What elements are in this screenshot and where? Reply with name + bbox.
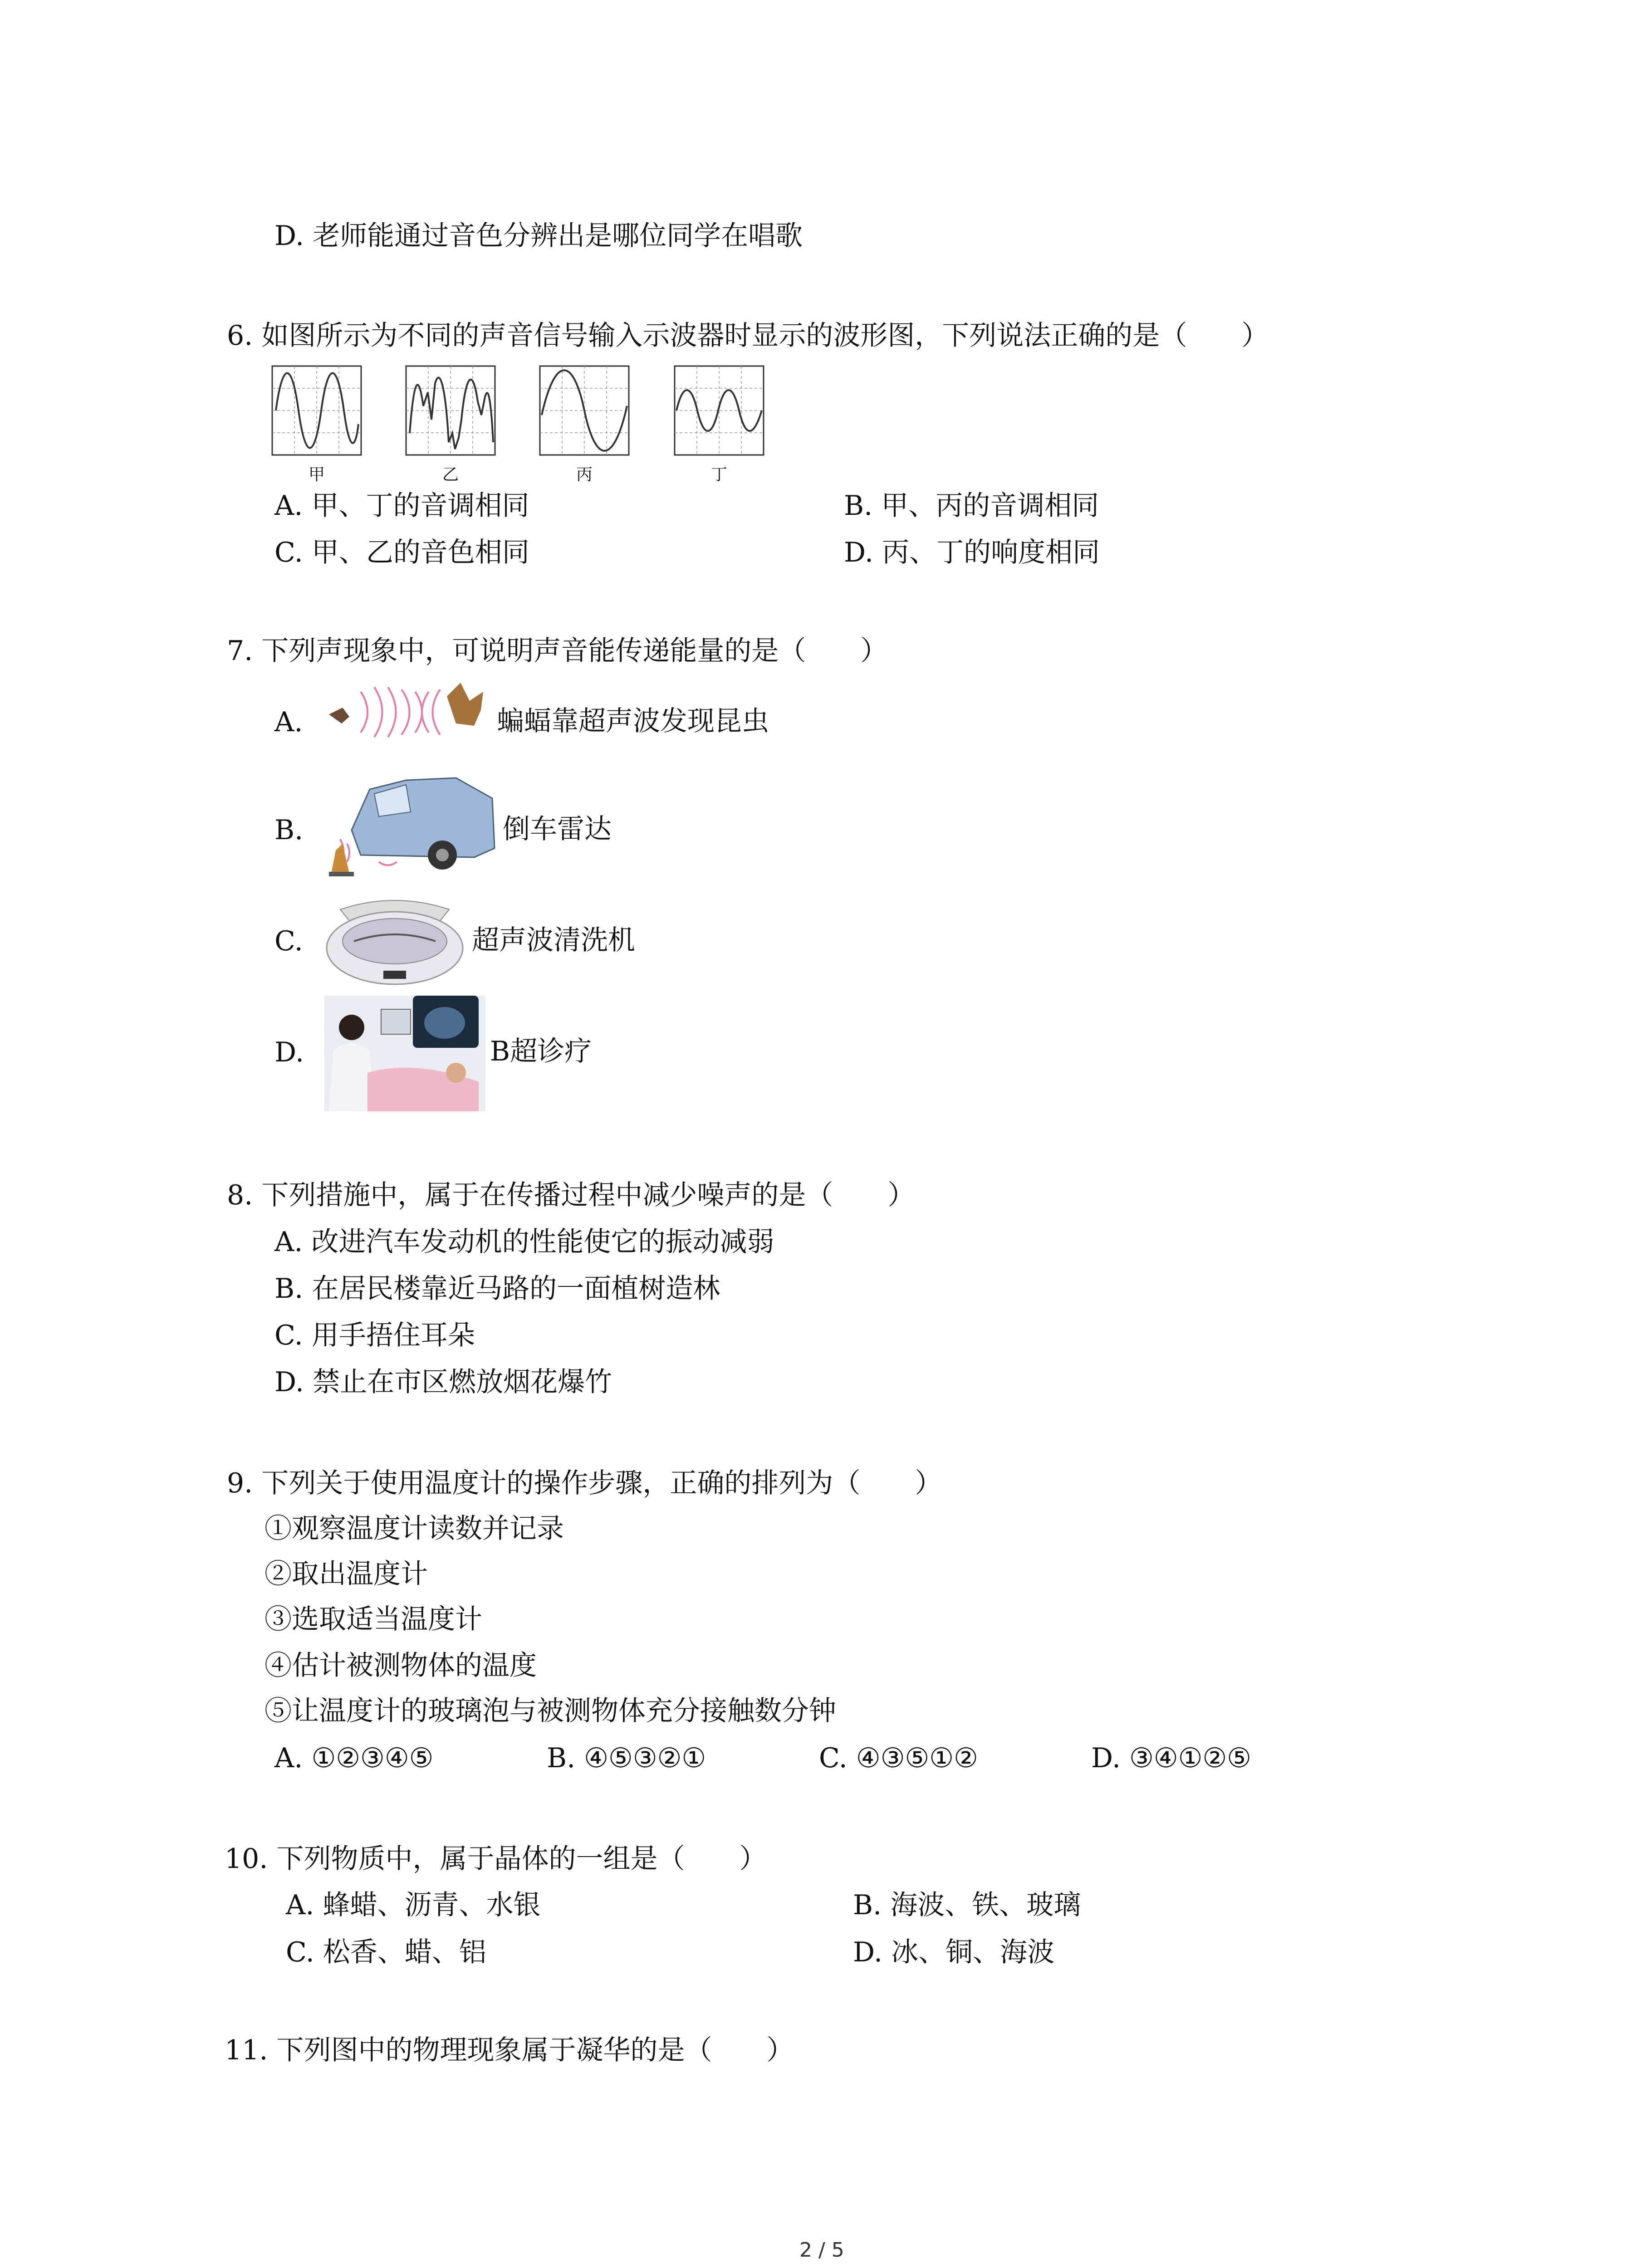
q9-stem: 9. 下列关于使用温度计的操作步骤，正确的排列为（ ） — [227, 1467, 942, 1499]
waveform-yi — [405, 365, 496, 456]
waveform-label-ding: 丁 — [710, 465, 727, 484]
q8-stem: 8. 下列措施中，属于在传播过程中减少噪声的是（ ） — [227, 1179, 915, 1211]
q7-option-c-letter: C. — [274, 925, 303, 957]
q9-option-a: A. ①②③④⑤ — [274, 1742, 434, 1774]
q6-stem: 6. 如图所示为不同的声音信号输入示波器时显示的波形图，下列说法正确的是（ ） — [227, 320, 1269, 352]
q7-option-b-letter: B. — [274, 814, 304, 846]
q11-stem: 11. 下列图中的物理现象属于凝华的是（ ） — [225, 2034, 794, 2066]
q8-option-d: D. 禁止在市区燃放烟花爆竹 — [274, 1366, 612, 1398]
q8-option-b: B. 在居民楼靠近马路的一面植树造林 — [274, 1273, 720, 1305]
q10-stem: 10. 下列物质中，属于晶体的一组是（ ） — [225, 1843, 767, 1875]
waveform-ding — [674, 365, 764, 456]
car-reversing-radar-image — [324, 771, 497, 880]
q6-option-b: B. 甲、丙的音调相同 — [844, 490, 1099, 522]
waveform-jia — [271, 365, 362, 456]
q9-option-d: D. ③④①②⑤ — [1091, 1742, 1252, 1774]
waveform-label-jia: 甲 — [308, 465, 325, 484]
q8-option-c: C. 用手捂住耳朵 — [274, 1320, 475, 1351]
q7-option-b-text: 倒车雷达 — [503, 813, 612, 845]
page-number: 2 / 5 — [799, 2239, 844, 2262]
q6-option-a: A. 甲、丁的音调相同 — [274, 490, 529, 522]
q6-option-d: D. 丙、丁的响度相同 — [844, 537, 1100, 568]
ultrasonic-cleaner-image — [322, 896, 467, 987]
q6-option-c: C. 甲、乙的音色相同 — [274, 537, 529, 568]
q10-option-c: C. 松香、蜡、铝 — [286, 1936, 486, 1968]
waveform-label-yi: 乙 — [442, 465, 459, 484]
q7-option-d-text: B超诊疗 — [490, 1036, 592, 1067]
q7-option-a-text: 蝙蝠靠超声波发现昆虫 — [497, 705, 769, 737]
q9-step-3: ③选取适当温度计 — [265, 1603, 482, 1635]
q7-option-a-letter: A. — [274, 706, 303, 738]
waveform-label-bing: 丙 — [576, 465, 593, 484]
q10-option-d: D. 冰、铜、海波 — [853, 1936, 1055, 1968]
q9-option-c: C. ④③⑤①② — [819, 1742, 978, 1774]
q8-option-a: A. 改进汽车发动机的性能使它的振动减弱 — [274, 1226, 774, 1258]
q7-option-d-letter: D. — [274, 1036, 304, 1068]
bat-insect-image — [324, 683, 492, 742]
q10-option-a: A. 蜂蜡、沥青、水银 — [286, 1889, 541, 1921]
q5-option-d: D. 老师能通过音色分辨出是哪位同学在唱歌 — [274, 220, 803, 252]
q7-option-c-text: 超声波清洗机 — [472, 924, 635, 956]
q9-option-b: B. ④⑤③②① — [547, 1742, 706, 1774]
b-ultrasound-diagnosis-image — [324, 996, 485, 1111]
q9-step-1: ①观察温度计读数并记录 — [265, 1513, 564, 1545]
waveform-bing — [539, 365, 630, 456]
q10-option-b: B. 海波、铁、玻璃 — [853, 1889, 1081, 1921]
q9-step-5: ⑤让温度计的玻璃泡与被测物体充分接触数分钟 — [265, 1695, 836, 1727]
q9-step-2: ②取出温度计 — [265, 1558, 428, 1590]
q7-stem: 7. 下列声现象中，可说明声音能传递能量的是（ ） — [227, 635, 888, 667]
q9-step-4: ④估计被测物体的温度 — [265, 1650, 537, 1681]
